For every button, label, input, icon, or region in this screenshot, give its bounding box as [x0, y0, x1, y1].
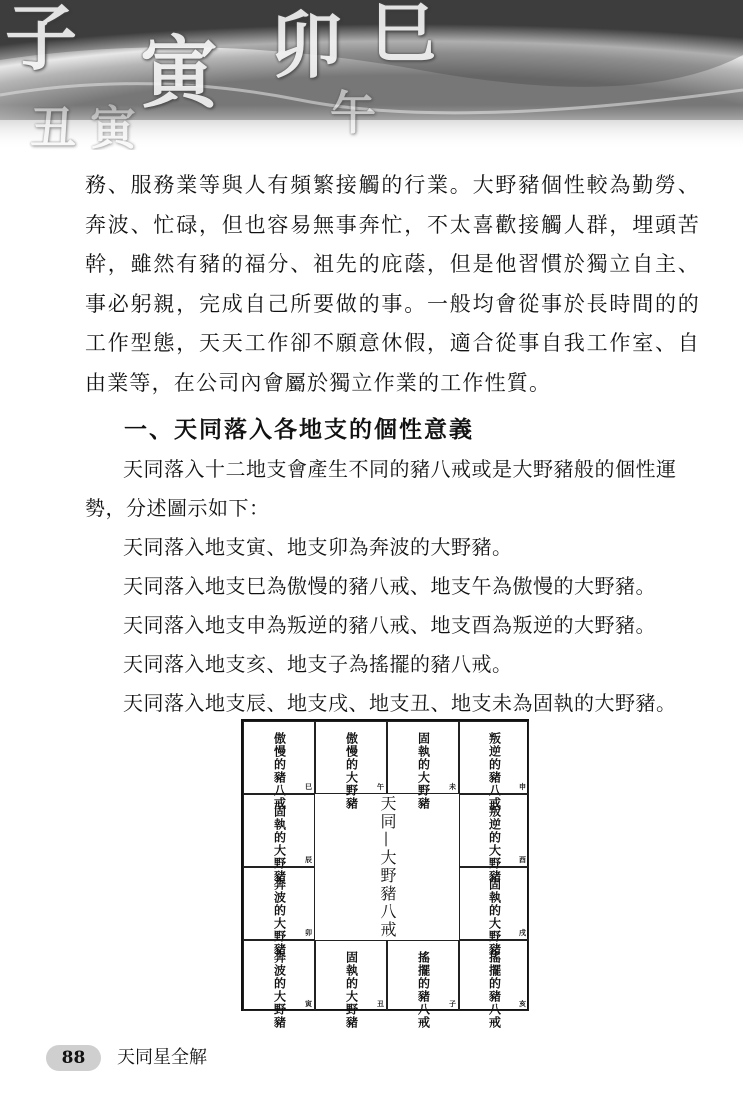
- chart-cell-wei: [387, 721, 459, 810]
- chart-cell-chen: [243, 794, 315, 883]
- body-text: [85, 450, 700, 723]
- chart-center: [315, 794, 459, 940]
- branch-label: 午: [377, 782, 384, 791]
- cell-text: 叛逆的大野豬: [487, 805, 502, 883]
- body-line: 天同落入地支申為叛逆的豬八戒、地支酉為叛逆的大野豬。: [123, 613, 656, 637]
- intro-paragraph: 務、服務業等與人有頻繁接觸的行業。大野豬個性較為勤勞、奔波、忙碌，但也容易無事奔忙，不太喜歡接觸人群，埋頭苦幹，雖然有豬的福分、祖先的庇蔭，但是他習慣於獨立自主、事必躬親，完成自己所要做的事。一般均會從事於長時間的的工作型態，天天工作卻不願意休假，適合從事自我工作室、自由業等，在公司內會屬於獨立作業的工作性質。: [85, 173, 700, 395]
- header-glyph: 午: [330, 86, 376, 140]
- chart-cell-wu: [315, 721, 387, 810]
- chart-cell-shen: [459, 721, 529, 810]
- header-glyph: 卯: [270, 3, 343, 88]
- header-glyph: 巳: [370, 0, 436, 72]
- section-heading: 一、天同落入各地支的個性意義: [124, 416, 474, 443]
- chart-cell-mao: [243, 867, 315, 956]
- cell-text: 奔波的大野豬: [272, 878, 287, 956]
- cell-text: 搖擺的豬八戒: [416, 951, 431, 1029]
- branch-label: 亥: [519, 999, 526, 1008]
- body-line: 天同落入地支亥、地支子為搖擺的豬八戒。: [123, 652, 513, 676]
- chart-cell-you: [459, 794, 529, 883]
- cell-text: 傲慢的豬八戒: [272, 732, 287, 810]
- chart-cell-yin: [243, 940, 315, 1029]
- cell-text: 固執的大野豬: [487, 878, 502, 956]
- branch-label: 丑: [377, 999, 384, 1008]
- chart-cell-si: [243, 721, 315, 810]
- body-line: 天同落入十二地支會產生不同的豬八戒或是大野豬般的個性運勢，分述圖示如下：: [85, 457, 677, 520]
- body-line: 天同落入地支寅、地支卯為奔波的大野豬。: [123, 535, 513, 559]
- branch-label: 申: [519, 782, 526, 791]
- branch-label: 子: [449, 999, 456, 1008]
- cell-text: 搖擺的豬八戒: [487, 951, 502, 1029]
- chart-cell-chou: [315, 940, 387, 1029]
- branch-label: 卯: [305, 928, 312, 937]
- header-banner: [0, 0, 743, 150]
- book-title: 天同星全解: [117, 1047, 207, 1068]
- cell-text: 叛逆的豬八戒: [487, 732, 502, 810]
- header-glyph: 寅: [90, 101, 136, 150]
- cell-text: 傲慢的大野豬: [344, 732, 359, 810]
- zodiac-chart: [241, 719, 529, 1029]
- cell-text: 固執的大野豬: [344, 951, 359, 1029]
- cell-text: 奔波的大野豬: [272, 951, 287, 1029]
- chart-cell-xu: [459, 867, 529, 956]
- center-text: 天同—大野豬八戒: [378, 795, 397, 939]
- branch-label: 戌: [519, 928, 526, 937]
- cell-text: 固執的大野豬: [272, 805, 287, 883]
- body-line: 天同落入地支巳為傲慢的豬八戒、地支午為傲慢的大野豬。: [123, 574, 656, 598]
- header-glyph: 丑: [30, 101, 76, 150]
- chart-cell-zi: [387, 940, 459, 1029]
- header-glyph: 子: [5, 0, 78, 80]
- cell-text: 固執的大野豬: [416, 732, 431, 810]
- page-number: 88: [46, 1045, 101, 1071]
- branch-label: 未: [449, 782, 456, 791]
- branch-label: 酉: [519, 855, 526, 864]
- body-line: 天同落入地支辰、地支戌、地支丑、地支未為固執的大野豬。: [123, 691, 677, 715]
- chart-cell-hai: [459, 940, 529, 1029]
- header-glyph: 寅: [140, 28, 219, 119]
- branch-label: 寅: [305, 999, 312, 1008]
- branch-label: 巳: [305, 782, 312, 791]
- branch-label: 辰: [305, 855, 312, 864]
